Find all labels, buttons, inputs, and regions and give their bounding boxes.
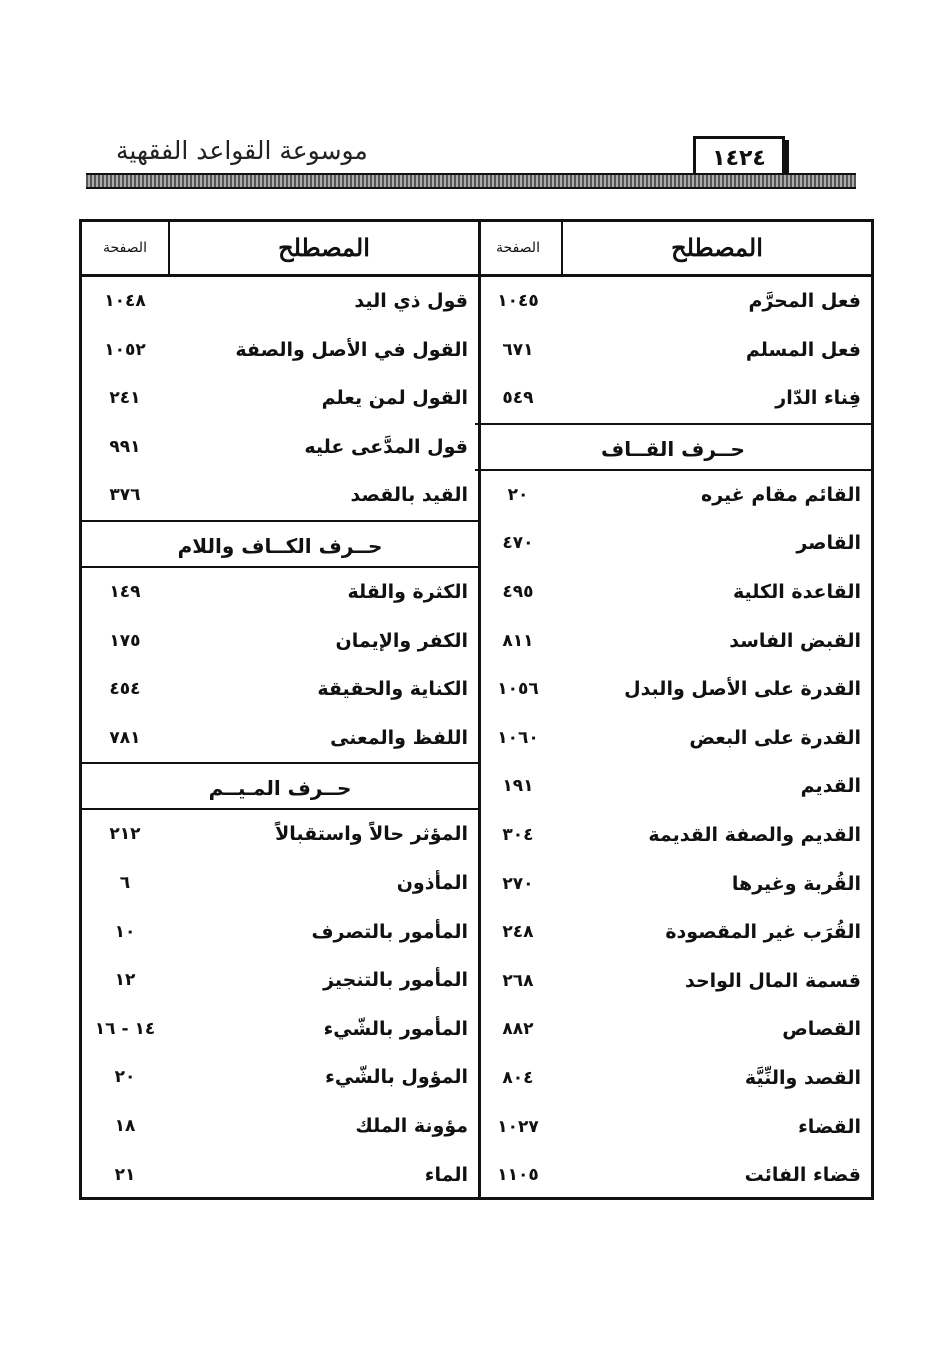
entry-page: ٣٧٦ — [109, 485, 141, 506]
page-header — [86, 130, 856, 190]
header-rule — [86, 173, 856, 189]
index-entry — [82, 1053, 478, 1102]
entry-term: القُرَب غير المقصودة — [665, 921, 861, 944]
page-number: ١٤٢٤ — [693, 136, 785, 182]
index-entry — [82, 665, 478, 714]
entry-page: ٤٧٠ — [502, 533, 534, 554]
entry-term: مؤونة الملك — [355, 1114, 468, 1137]
entry-page: ٧٨١ — [109, 727, 141, 748]
entry-page: ٢٤٨ — [502, 922, 534, 943]
section-heading: حــرف القــاف — [475, 423, 871, 471]
term-header: المصطلح — [671, 233, 763, 262]
index-entry — [82, 810, 478, 859]
entry-term: المؤثر حالاً واستقبالاً — [275, 823, 468, 846]
section-heading: حــرف الكــاف واللام — [82, 520, 478, 568]
entry-term: القيد بالقصد — [350, 484, 468, 507]
entry-term: القُربة وغيرها — [731, 872, 861, 895]
entry-page: ١٤ - ١٦ — [94, 1018, 156, 1039]
entry-page: ٨١١ — [502, 630, 534, 651]
entry-page: ١٤٩ — [109, 581, 141, 602]
entry-term: القدرة على البعض — [689, 726, 861, 749]
index-entry — [82, 714, 478, 763]
entry-term: القاعدة الكلية — [733, 580, 861, 603]
entry-term: القائم مقام غيره — [701, 483, 861, 506]
index-entry — [82, 423, 478, 472]
index-entry — [475, 374, 871, 423]
index-entry — [475, 1005, 871, 1054]
entry-page: ١٠٥٢ — [104, 339, 146, 360]
index-entry — [82, 956, 478, 1005]
index-entry — [475, 1151, 871, 1200]
index-entry — [475, 519, 871, 568]
entry-term: القصاص — [782, 1018, 861, 1041]
entry-term: القديم والصفة القديمة — [648, 823, 861, 846]
index-entry — [475, 277, 871, 326]
entry-term: القدرة على الأصل والبدل — [624, 678, 861, 701]
entry-page: ١٠٤٨ — [104, 291, 146, 311]
entry-term: المأمور بالتنجيز — [323, 969, 468, 992]
term-header: المصطلح — [278, 233, 370, 262]
index-entry — [475, 326, 871, 375]
index-entry — [475, 568, 871, 617]
entry-term: المأذون — [396, 871, 468, 894]
entry-page: ٥٤٩ — [502, 388, 534, 409]
entry-page: ٨٨٢ — [502, 1019, 534, 1040]
entry-page: ١٠٥٦ — [497, 679, 539, 700]
entry-term: الماء — [424, 1163, 468, 1186]
entry-page: ١٨ — [114, 1115, 136, 1136]
index-entry — [82, 326, 478, 375]
entry-page: ٢٦٨ — [502, 970, 534, 991]
column-header — [475, 222, 871, 277]
entry-term: الكناية والحقيقة — [317, 678, 468, 701]
index-entry — [82, 1151, 478, 1200]
entry-page: ٦٧١ — [502, 339, 534, 360]
entry-term: المأمور بالشّيء — [323, 1017, 468, 1040]
entry-term: قول ذي اليد — [354, 290, 468, 312]
entry-page: ١١٠٥ — [497, 1165, 539, 1186]
entry-term: فعل المسلم — [745, 338, 861, 361]
entry-term: قسمة المال الواحد — [684, 969, 861, 992]
entry-page: ٤٥٤ — [109, 679, 141, 700]
entry-page: ٨٠٤ — [502, 1067, 534, 1088]
index-entry — [82, 568, 478, 617]
entry-term: القديم — [800, 775, 861, 798]
index-column-right — [475, 222, 871, 1197]
section-heading: حــرف المـيــم — [82, 762, 478, 810]
entry-term: المأمور بالتصرف — [311, 920, 468, 943]
index-entry — [475, 811, 871, 860]
entry-page: ٢٤١ — [109, 388, 141, 409]
entry-term: القبض الفاسد — [729, 629, 861, 652]
index-entry — [82, 374, 478, 423]
entry-page: ١٢ — [114, 970, 136, 991]
entry-term: القول لمن يعلم — [321, 387, 468, 410]
entry-term: فِناء الدّار — [775, 387, 861, 410]
index-entry — [82, 1005, 478, 1054]
entry-page: ٢٧٠ — [502, 873, 534, 894]
entry-term: الكفر والإيمان — [335, 629, 468, 652]
entry-page: ٢٠ — [114, 1067, 136, 1088]
index-entry — [82, 908, 478, 957]
entry-page: ١٠ — [114, 921, 136, 942]
index-entry — [475, 665, 871, 714]
entry-page: ١٧٥ — [109, 630, 141, 651]
index-entry — [475, 860, 871, 909]
page-header-cell: الصفحة — [82, 222, 170, 274]
index-entry — [475, 1103, 871, 1152]
index-entry — [82, 617, 478, 666]
index-entry — [475, 908, 871, 957]
book-title: موسوعة القواعد الفقهية — [116, 136, 368, 165]
entry-term: قضاء الفائت — [744, 1164, 861, 1187]
entry-page: ١٠٦٠ — [497, 727, 539, 748]
entry-term: اللفظ والمعنى — [330, 726, 468, 749]
entry-page: ٤٩٥ — [502, 581, 534, 602]
entry-page: ١٩١ — [502, 776, 534, 797]
index-column-left — [82, 222, 481, 1197]
entry-term: قول المدَّعى عليه — [304, 435, 468, 458]
index-table — [79, 219, 874, 1200]
entry-page: ٢٠ — [507, 484, 529, 505]
index-entry — [475, 617, 871, 666]
index-entry — [475, 1054, 871, 1103]
entry-term: القضاء — [798, 1115, 861, 1138]
entry-page: ١٠٤٥ — [497, 291, 539, 311]
entry-term: القول في الأصل والصفة — [235, 338, 468, 361]
entry-term: القاصر — [796, 532, 861, 555]
entry-term: القصد والنِّيَّة — [744, 1066, 861, 1089]
entry-page: ١٠٢٧ — [497, 1116, 539, 1137]
index-entry — [475, 762, 871, 811]
index-entry — [475, 714, 871, 763]
index-entry — [475, 471, 871, 520]
entry-page: ٢١ — [114, 1164, 136, 1185]
index-entry — [82, 471, 478, 520]
entry-term: المؤول بالشّيء — [325, 1066, 468, 1089]
entry-page: ٢١٢ — [109, 824, 141, 845]
page-header-cell: الصفحة — [475, 222, 563, 274]
column-header — [82, 222, 478, 277]
entry-page: ٩٩١ — [109, 436, 141, 457]
index-entry — [475, 957, 871, 1006]
entry-page: ٣٠٤ — [502, 824, 534, 845]
index-entry — [82, 1102, 478, 1151]
index-entry — [82, 277, 478, 326]
entry-term: فعل المحرَّم — [748, 290, 861, 312]
entry-page: ٦ — [119, 872, 131, 893]
index-entry — [82, 859, 478, 908]
entry-term: الكثرة والقلة — [347, 580, 468, 603]
